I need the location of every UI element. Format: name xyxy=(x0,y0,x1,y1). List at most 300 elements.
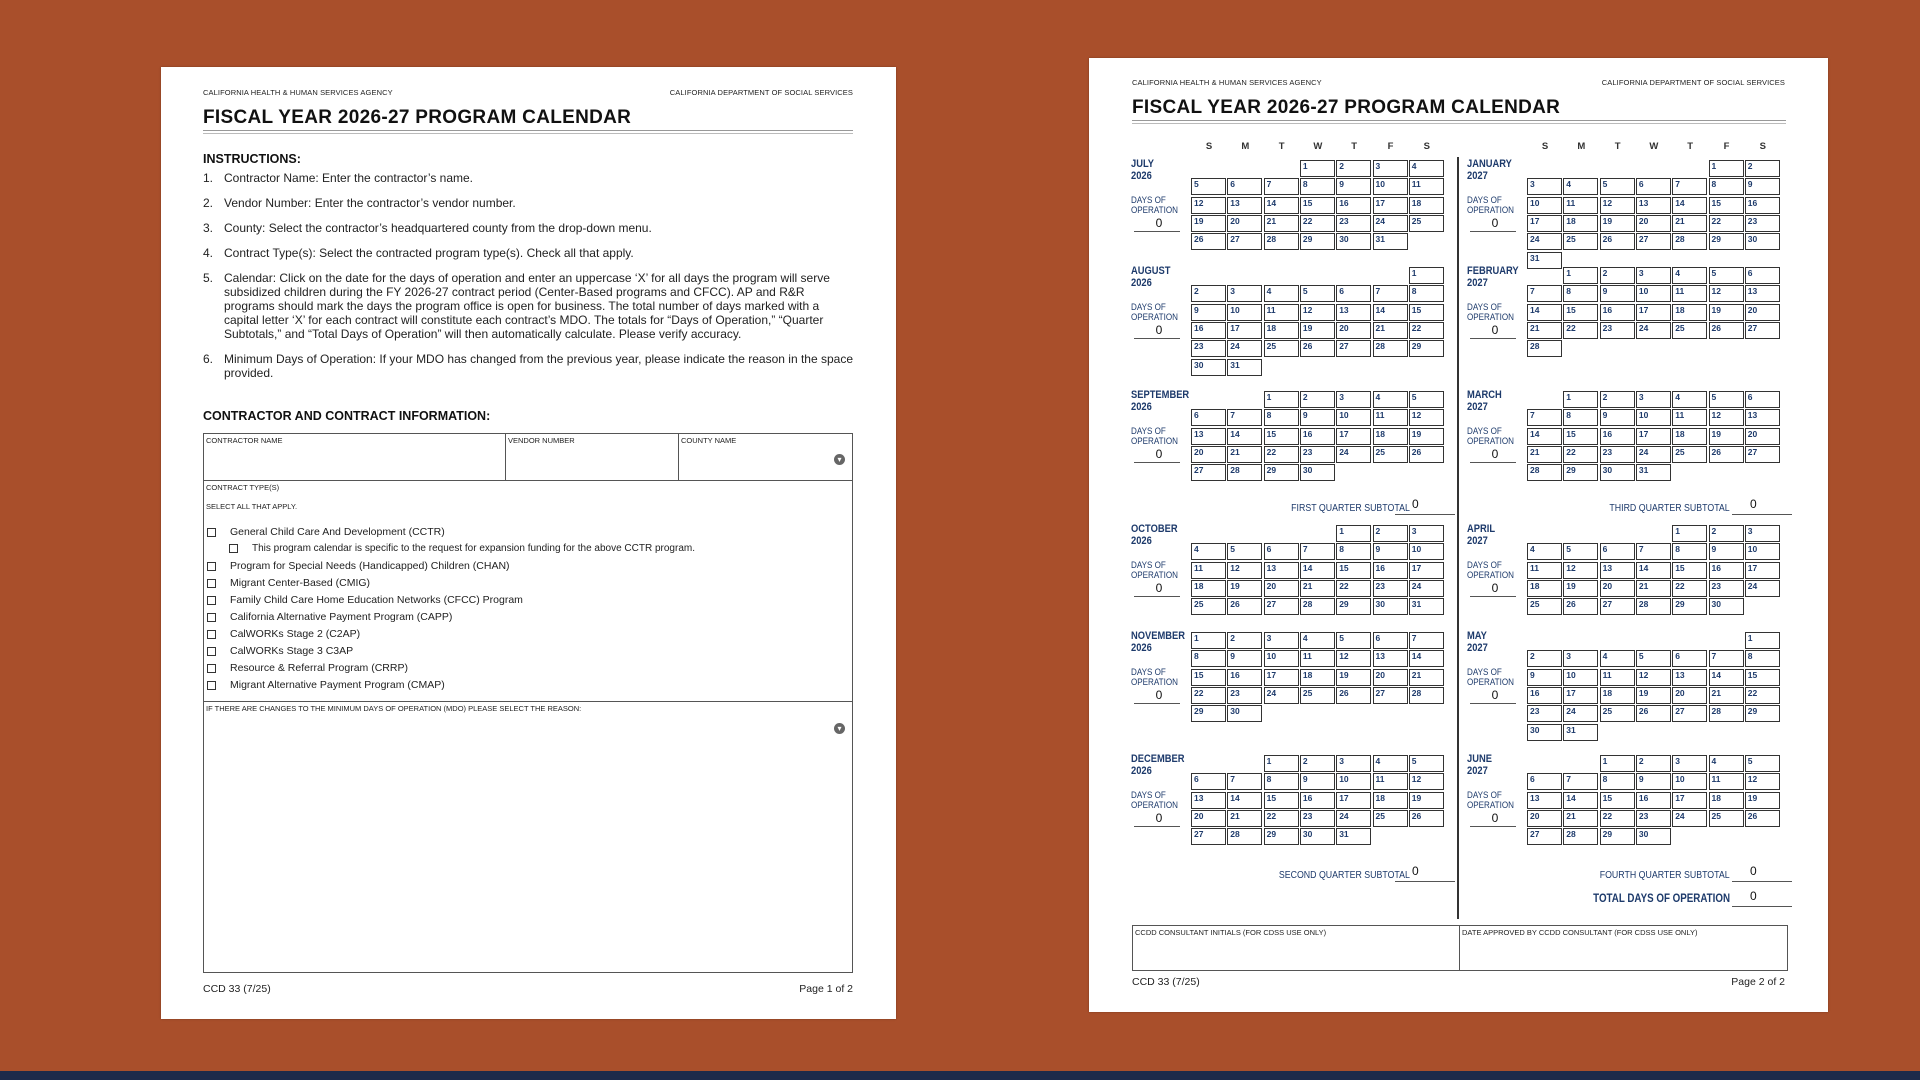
calendar-day-cell[interactable]: 8 xyxy=(1563,285,1598,302)
calendar-day-cell[interactable]: 1 xyxy=(1600,755,1635,772)
calendar-day-cell[interactable]: 14 xyxy=(1672,197,1707,214)
calendar-day-cell[interactable]: 4 xyxy=(1191,543,1226,560)
checkbox[interactable] xyxy=(207,630,216,639)
checkbox[interactable] xyxy=(207,664,216,673)
calendar-day-cell[interactable]: 24 xyxy=(1264,687,1299,704)
calendar-day-cell[interactable]: 21 xyxy=(1227,810,1262,827)
calendar-day-cell[interactable]: 14 xyxy=(1709,669,1744,686)
calendar-day-cell[interactable]: 30 xyxy=(1600,464,1635,481)
calendar-day-cell[interactable]: 9 xyxy=(1300,409,1335,426)
calendar-day-cell[interactable]: 5 xyxy=(1336,632,1371,649)
calendar-day-cell[interactable]: 9 xyxy=(1227,650,1262,667)
calendar-day-cell[interactable]: 15 xyxy=(1264,428,1299,445)
calendar-day-cell[interactable]: 4 xyxy=(1672,391,1707,408)
calendar-day-cell[interactable]: 6 xyxy=(1745,267,1780,284)
calendar-day-cell[interactable]: 24 xyxy=(1563,705,1598,722)
calendar-day-cell[interactable]: 25 xyxy=(1563,233,1598,250)
calendar-day-cell[interactable]: 2 xyxy=(1336,160,1371,177)
calendar-day-cell[interactable]: 1 xyxy=(1336,525,1371,542)
calendar-day-cell[interactable]: 27 xyxy=(1264,598,1299,615)
calendar-day-cell[interactable]: 12 xyxy=(1636,669,1671,686)
calendar-day-cell[interactable]: 16 xyxy=(1227,669,1262,686)
calendar-day-cell[interactable]: 19 xyxy=(1709,304,1744,321)
calendar-day-cell[interactable]: 25 xyxy=(1373,810,1408,827)
calendar-day-cell[interactable]: 20 xyxy=(1527,810,1562,827)
calendar-day-cell[interactable]: 5 xyxy=(1300,285,1335,302)
calendar-day-cell[interactable]: 2 xyxy=(1191,285,1226,302)
calendar-day-cell[interactable]: 5 xyxy=(1600,178,1635,195)
calendar-day-cell[interactable]: 18 xyxy=(1191,580,1226,597)
calendar-day-cell[interactable]: 3 xyxy=(1409,525,1444,542)
calendar-day-cell[interactable]: 11 xyxy=(1373,409,1408,426)
calendar-day-cell[interactable]: 26 xyxy=(1563,598,1598,615)
calendar-day-cell[interactable]: 12 xyxy=(1191,197,1226,214)
calendar-day-cell[interactable]: 3 xyxy=(1373,160,1408,177)
calendar-day-cell[interactable]: 5 xyxy=(1409,391,1444,408)
calendar-day-cell[interactable]: 26 xyxy=(1709,446,1744,463)
contract-type-option[interactable] xyxy=(207,628,360,640)
calendar-day-cell[interactable]: 23 xyxy=(1227,687,1262,704)
calendar-day-cell[interactable]: 1 xyxy=(1563,391,1598,408)
calendar-day-cell[interactable]: 16 xyxy=(1709,562,1744,579)
calendar-day-cell[interactable]: 28 xyxy=(1373,340,1408,357)
contract-type-option[interactable] xyxy=(229,543,695,554)
calendar-day-cell[interactable]: 13 xyxy=(1373,650,1408,667)
calendar-day-cell[interactable]: 3 xyxy=(1636,391,1671,408)
calendar-day-cell[interactable]: 19 xyxy=(1336,669,1371,686)
calendar-day-cell[interactable]: 4 xyxy=(1373,391,1408,408)
calendar-day-cell[interactable]: 31 xyxy=(1227,359,1262,376)
calendar-day-cell[interactable]: 13 xyxy=(1336,304,1371,321)
calendar-day-cell[interactable]: 12 xyxy=(1409,773,1444,790)
calendar-day-cell[interactable]: 26 xyxy=(1300,340,1335,357)
calendar-day-cell[interactable]: 2 xyxy=(1636,755,1671,772)
calendar-day-cell[interactable]: 31 xyxy=(1336,828,1371,845)
calendar-day-cell[interactable]: 27 xyxy=(1600,598,1635,615)
calendar-day-cell[interactable]: 30 xyxy=(1636,828,1671,845)
calendar-day-cell[interactable]: 12 xyxy=(1409,409,1444,426)
calendar-day-cell[interactable]: 25 xyxy=(1373,446,1408,463)
calendar-day-cell[interactable]: 26 xyxy=(1709,322,1744,339)
calendar-day-cell[interactable]: 17 xyxy=(1672,792,1707,809)
calendar-day-cell[interactable]: 23 xyxy=(1373,580,1408,597)
calendar-day-cell[interactable]: 29 xyxy=(1672,598,1707,615)
contract-type-option[interactable] xyxy=(207,577,370,589)
calendar-day-cell[interactable]: 25 xyxy=(1191,598,1226,615)
calendar-day-cell[interactable]: 12 xyxy=(1745,773,1780,790)
calendar-day-cell[interactable]: 12 xyxy=(1300,304,1335,321)
calendar-day-cell[interactable]: 17 xyxy=(1745,562,1780,579)
calendar-day-cell[interactable]: 5 xyxy=(1745,755,1780,772)
calendar-day-cell[interactable]: 20 xyxy=(1336,322,1371,339)
calendar-day-cell[interactable]: 21 xyxy=(1527,446,1562,463)
calendar-day-cell[interactable]: 29 xyxy=(1300,233,1335,250)
checkbox[interactable] xyxy=(207,613,216,622)
calendar-day-cell[interactable]: 6 xyxy=(1336,285,1371,302)
contract-type-option[interactable] xyxy=(207,679,445,691)
calendar-day-cell[interactable]: 20 xyxy=(1745,304,1780,321)
calendar-day-cell[interactable]: 20 xyxy=(1227,215,1262,232)
calendar-day-cell[interactable]: 23 xyxy=(1636,810,1671,827)
calendar-day-cell[interactable]: 1 xyxy=(1264,391,1299,408)
calendar-day-cell[interactable]: 21 xyxy=(1672,215,1707,232)
calendar-day-cell[interactable]: 22 xyxy=(1300,215,1335,232)
calendar-day-cell[interactable]: 30 xyxy=(1745,233,1780,250)
calendar-day-cell[interactable]: 30 xyxy=(1373,598,1408,615)
calendar-day-cell[interactable]: 13 xyxy=(1745,285,1780,302)
calendar-day-cell[interactable]: 30 xyxy=(1191,359,1226,376)
calendar-day-cell[interactable]: 9 xyxy=(1636,773,1671,790)
calendar-day-cell[interactable]: 29 xyxy=(1264,828,1299,845)
calendar-day-cell[interactable]: 30 xyxy=(1527,724,1562,741)
calendar-day-cell[interactable]: 19 xyxy=(1191,215,1226,232)
calendar-day-cell[interactable]: 10 xyxy=(1227,304,1262,321)
calendar-day-cell[interactable]: 11 xyxy=(1373,773,1408,790)
calendar-day-cell[interactable]: 8 xyxy=(1672,543,1707,560)
calendar-day-cell[interactable]: 24 xyxy=(1336,446,1371,463)
calendar-day-cell[interactable]: 17 xyxy=(1336,428,1371,445)
calendar-day-cell[interactable]: 9 xyxy=(1527,669,1562,686)
calendar-day-cell[interactable]: 8 xyxy=(1336,543,1371,560)
calendar-day-cell[interactable]: 26 xyxy=(1191,233,1226,250)
contract-type-option[interactable] xyxy=(207,662,408,674)
calendar-day-cell[interactable]: 30 xyxy=(1300,828,1335,845)
calendar-day-cell[interactable]: 28 xyxy=(1409,687,1444,704)
calendar-day-cell[interactable]: 27 xyxy=(1191,464,1226,481)
calendar-day-cell[interactable]: 6 xyxy=(1600,543,1635,560)
checkbox[interactable] xyxy=(229,544,238,553)
calendar-day-cell[interactable]: 15 xyxy=(1672,562,1707,579)
calendar-day-cell[interactable]: 6 xyxy=(1745,391,1780,408)
calendar-day-cell[interactable]: 13 xyxy=(1527,792,1562,809)
calendar-day-cell[interactable]: 2 xyxy=(1745,160,1780,177)
calendar-day-cell[interactable]: 11 xyxy=(1191,562,1226,579)
calendar-day-cell[interactable]: 10 xyxy=(1745,543,1780,560)
calendar-day-cell[interactable]: 31 xyxy=(1527,252,1562,269)
calendar-day-cell[interactable]: 7 xyxy=(1227,409,1262,426)
calendar-day-cell[interactable]: 22 xyxy=(1563,322,1598,339)
calendar-day-cell[interactable]: 10 xyxy=(1336,409,1371,426)
calendar-day-cell[interactable]: 29 xyxy=(1563,464,1598,481)
calendar-day-cell[interactable]: 23 xyxy=(1709,580,1744,597)
calendar-day-cell[interactable]: 30 xyxy=(1709,598,1744,615)
calendar-day-cell[interactable]: 26 xyxy=(1745,810,1780,827)
calendar-day-cell[interactable]: 11 xyxy=(1563,197,1598,214)
calendar-day-cell[interactable]: 28 xyxy=(1227,464,1262,481)
calendar-day-cell[interactable]: 16 xyxy=(1636,792,1671,809)
calendar-day-cell[interactable]: 9 xyxy=(1300,773,1335,790)
calendar-day-cell[interactable]: 24 xyxy=(1636,322,1671,339)
calendar-day-cell[interactable]: 21 xyxy=(1409,669,1444,686)
mdo-reason-dropdown[interactable] xyxy=(204,702,852,972)
calendar-day-cell[interactable]: 27 xyxy=(1636,233,1671,250)
calendar-day-cell[interactable]: 31 xyxy=(1373,233,1408,250)
calendar-day-cell[interactable]: 14 xyxy=(1227,792,1262,809)
calendar-day-cell[interactable]: 15 xyxy=(1191,669,1226,686)
calendar-day-cell[interactable]: 27 xyxy=(1672,705,1707,722)
calendar-day-cell[interactable]: 1 xyxy=(1409,267,1444,284)
calendar-day-cell[interactable]: 9 xyxy=(1600,285,1635,302)
calendar-day-cell[interactable]: 7 xyxy=(1672,178,1707,195)
calendar-day-cell[interactable]: 2 xyxy=(1227,632,1262,649)
calendar-day-cell[interactable]: 17 xyxy=(1527,215,1562,232)
calendar-day-cell[interactable]: 14 xyxy=(1227,428,1262,445)
checkbox[interactable] xyxy=(207,596,216,605)
contract-type-option[interactable] xyxy=(207,594,523,606)
calendar-day-cell[interactable]: 17 xyxy=(1373,197,1408,214)
calendar-day-cell[interactable]: 15 xyxy=(1600,792,1635,809)
calendar-day-cell[interactable]: 18 xyxy=(1709,792,1744,809)
contract-type-option[interactable] xyxy=(207,611,452,623)
calendar-day-cell[interactable]: 17 xyxy=(1336,792,1371,809)
calendar-day-cell[interactable]: 28 xyxy=(1264,233,1299,250)
contract-type-option[interactable] xyxy=(207,645,353,657)
calendar-day-cell[interactable]: 4 xyxy=(1563,178,1598,195)
calendar-day-cell[interactable]: 31 xyxy=(1563,724,1598,741)
calendar-day-cell[interactable]: 10 xyxy=(1672,773,1707,790)
calendar-day-cell[interactable]: 25 xyxy=(1672,446,1707,463)
checkbox[interactable] xyxy=(207,579,216,588)
calendar-day-cell[interactable]: 11 xyxy=(1527,562,1562,579)
calendar-day-cell[interactable]: 3 xyxy=(1563,650,1598,667)
calendar-day-cell[interactable]: 11 xyxy=(1672,409,1707,426)
calendar-day-cell[interactable]: 20 xyxy=(1745,428,1780,445)
calendar-day-cell[interactable]: 22 xyxy=(1264,810,1299,827)
calendar-day-cell[interactable]: 13 xyxy=(1636,197,1671,214)
calendar-day-cell[interactable]: 3 xyxy=(1264,632,1299,649)
calendar-day-cell[interactable]: 23 xyxy=(1300,446,1335,463)
calendar-day-cell[interactable]: 16 xyxy=(1300,792,1335,809)
calendar-day-cell[interactable]: 15 xyxy=(1563,428,1598,445)
calendar-day-cell[interactable]: 11 xyxy=(1709,773,1744,790)
calendar-day-cell[interactable]: 9 xyxy=(1336,178,1371,195)
calendar-day-cell[interactable]: 4 xyxy=(1264,285,1299,302)
calendar-day-cell[interactable]: 22 xyxy=(1600,810,1635,827)
calendar-day-cell[interactable]: 20 xyxy=(1191,810,1226,827)
calendar-day-cell[interactable]: 14 xyxy=(1373,304,1408,321)
calendar-day-cell[interactable]: 18 xyxy=(1563,215,1598,232)
calendar-day-cell[interactable]: 1 xyxy=(1300,160,1335,177)
calendar-day-cell[interactable]: 19 xyxy=(1409,428,1444,445)
calendar-day-cell[interactable]: 20 xyxy=(1672,687,1707,704)
calendar-day-cell[interactable]: 10 xyxy=(1336,773,1371,790)
checkbox[interactable] xyxy=(207,647,216,656)
calendar-day-cell[interactable]: 5 xyxy=(1636,650,1671,667)
calendar-day-cell[interactable]: 2 xyxy=(1709,525,1744,542)
calendar-day-cell[interactable]: 19 xyxy=(1563,580,1598,597)
calendar-day-cell[interactable]: 10 xyxy=(1264,650,1299,667)
calendar-day-cell[interactable]: 23 xyxy=(1300,810,1335,827)
calendar-day-cell[interactable]: 19 xyxy=(1300,322,1335,339)
calendar-day-cell[interactable]: 23 xyxy=(1600,446,1635,463)
calendar-day-cell[interactable]: 28 xyxy=(1709,705,1744,722)
calendar-day-cell[interactable]: 21 xyxy=(1227,446,1262,463)
contractor-name-field[interactable] xyxy=(204,434,504,480)
calendar-day-cell[interactable]: 25 xyxy=(1264,340,1299,357)
calendar-day-cell[interactable]: 23 xyxy=(1600,322,1635,339)
calendar-day-cell[interactable]: 6 xyxy=(1191,409,1226,426)
calendar-day-cell[interactable]: 17 xyxy=(1227,322,1262,339)
calendar-day-cell[interactable]: 12 xyxy=(1227,562,1262,579)
calendar-day-cell[interactable]: 22 xyxy=(1745,687,1780,704)
calendar-day-cell[interactable]: 3 xyxy=(1636,267,1671,284)
calendar-day-cell[interactable]: 8 xyxy=(1264,773,1299,790)
calendar-day-cell[interactable]: 7 xyxy=(1709,650,1744,667)
calendar-day-cell[interactable]: 14 xyxy=(1563,792,1598,809)
calendar-day-cell[interactable]: 10 xyxy=(1409,543,1444,560)
calendar-day-cell[interactable]: 13 xyxy=(1745,409,1780,426)
calendar-day-cell[interactable]: 28 xyxy=(1636,598,1671,615)
calendar-day-cell[interactable]: 21 xyxy=(1636,580,1671,597)
calendar-day-cell[interactable]: 7 xyxy=(1636,543,1671,560)
county-dropdown[interactable] xyxy=(680,434,852,480)
contract-type-option[interactable] xyxy=(207,560,510,572)
calendar-day-cell[interactable]: 25 xyxy=(1409,215,1444,232)
calendar-day-cell[interactable]: 10 xyxy=(1636,409,1671,426)
calendar-day-cell[interactable]: 19 xyxy=(1636,687,1671,704)
calendar-day-cell[interactable]: 6 xyxy=(1672,650,1707,667)
calendar-day-cell[interactable]: 25 xyxy=(1600,705,1635,722)
calendar-day-cell[interactable]: 25 xyxy=(1709,810,1744,827)
calendar-day-cell[interactable]: 6 xyxy=(1636,178,1671,195)
calendar-day-cell[interactable]: 28 xyxy=(1527,464,1562,481)
calendar-day-cell[interactable]: 4 xyxy=(1300,632,1335,649)
calendar-day-cell[interactable]: 31 xyxy=(1636,464,1671,481)
calendar-day-cell[interactable]: 17 xyxy=(1636,304,1671,321)
calendar-day-cell[interactable]: 7 xyxy=(1264,178,1299,195)
calendar-day-cell[interactable]: 26 xyxy=(1636,705,1671,722)
calendar-day-cell[interactable]: 26 xyxy=(1336,687,1371,704)
calendar-day-cell[interactable]: 24 xyxy=(1527,233,1562,250)
calendar-day-cell[interactable]: 11 xyxy=(1600,669,1635,686)
calendar-day-cell[interactable]: 22 xyxy=(1672,580,1707,597)
checkbox[interactable] xyxy=(207,562,216,571)
calendar-day-cell[interactable]: 13 xyxy=(1672,669,1707,686)
calendar-day-cell[interactable]: 19 xyxy=(1227,580,1262,597)
calendar-day-cell[interactable]: 7 xyxy=(1409,632,1444,649)
calendar-day-cell[interactable]: 7 xyxy=(1373,285,1408,302)
calendar-day-cell[interactable]: 15 xyxy=(1264,792,1299,809)
calendar-day-cell[interactable]: 16 xyxy=(1527,687,1562,704)
calendar-day-cell[interactable]: 15 xyxy=(1300,197,1335,214)
calendar-day-cell[interactable]: 11 xyxy=(1300,650,1335,667)
calendar-day-cell[interactable]: 22 xyxy=(1709,215,1744,232)
calendar-day-cell[interactable]: 29 xyxy=(1745,705,1780,722)
calendar-day-cell[interactable]: 12 xyxy=(1563,562,1598,579)
calendar-day-cell[interactable]: 5 xyxy=(1191,178,1226,195)
calendar-day-cell[interactable]: 3 xyxy=(1527,178,1562,195)
calendar-day-cell[interactable]: 8 xyxy=(1563,409,1598,426)
calendar-day-cell[interactable]: 20 xyxy=(1191,446,1226,463)
calendar-day-cell[interactable]: 8 xyxy=(1264,409,1299,426)
calendar-day-cell[interactable]: 6 xyxy=(1373,632,1408,649)
calendar-day-cell[interactable]: 24 xyxy=(1227,340,1262,357)
calendar-day-cell[interactable]: 26 xyxy=(1227,598,1262,615)
calendar-day-cell[interactable]: 29 xyxy=(1600,828,1635,845)
calendar-day-cell[interactable]: 6 xyxy=(1527,773,1562,790)
calendar-day-cell[interactable]: 3 xyxy=(1336,391,1371,408)
calendar-day-cell[interactable]: 21 xyxy=(1527,322,1562,339)
calendar-day-cell[interactable]: 1 xyxy=(1191,632,1226,649)
calendar-day-cell[interactable]: 24 xyxy=(1409,580,1444,597)
calendar-day-cell[interactable]: 16 xyxy=(1600,428,1635,445)
calendar-day-cell[interactable]: 2 xyxy=(1600,267,1635,284)
calendar-day-cell[interactable]: 13 xyxy=(1191,428,1226,445)
calendar-day-cell[interactable]: 28 xyxy=(1527,340,1562,357)
calendar-day-cell[interactable]: 23 xyxy=(1527,705,1562,722)
calendar-day-cell[interactable]: 15 xyxy=(1563,304,1598,321)
calendar-day-cell[interactable]: 3 xyxy=(1227,285,1262,302)
calendar-day-cell[interactable]: 18 xyxy=(1409,197,1444,214)
calendar-day-cell[interactable]: 1 xyxy=(1672,525,1707,542)
calendar-day-cell[interactable]: 29 xyxy=(1191,705,1226,722)
calendar-day-cell[interactable]: 5 xyxy=(1709,267,1744,284)
calendar-day-cell[interactable]: 21 xyxy=(1264,215,1299,232)
calendar-day-cell[interactable]: 27 xyxy=(1745,322,1780,339)
calendar-day-cell[interactable]: 28 xyxy=(1227,828,1262,845)
calendar-day-cell[interactable]: 28 xyxy=(1300,598,1335,615)
calendar-day-cell[interactable]: 3 xyxy=(1745,525,1780,542)
calendar-day-cell[interactable]: 14 xyxy=(1527,428,1562,445)
calendar-day-cell[interactable]: 3 xyxy=(1336,755,1371,772)
contract-type-option[interactable] xyxy=(207,526,445,538)
calendar-day-cell[interactable]: 10 xyxy=(1527,197,1562,214)
calendar-day-cell[interactable]: 5 xyxy=(1409,755,1444,772)
calendar-day-cell[interactable]: 1 xyxy=(1563,267,1598,284)
calendar-day-cell[interactable]: 29 xyxy=(1709,233,1744,250)
calendar-day-cell[interactable]: 23 xyxy=(1745,215,1780,232)
checkbox[interactable] xyxy=(207,528,216,537)
calendar-day-cell[interactable]: 13 xyxy=(1600,562,1635,579)
calendar-day-cell[interactable]: 9 xyxy=(1600,409,1635,426)
calendar-day-cell[interactable]: 7 xyxy=(1227,773,1262,790)
calendar-day-cell[interactable]: 12 xyxy=(1709,409,1744,426)
calendar-day-cell[interactable]: 29 xyxy=(1264,464,1299,481)
calendar-day-cell[interactable]: 15 xyxy=(1745,669,1780,686)
calendar-day-cell[interactable]: 6 xyxy=(1227,178,1262,195)
calendar-day-cell[interactable]: 18 xyxy=(1264,322,1299,339)
calendar-day-cell[interactable]: 23 xyxy=(1191,340,1226,357)
calendar-day-cell[interactable]: 7 xyxy=(1300,543,1335,560)
calendar-day-cell[interactable]: 19 xyxy=(1745,792,1780,809)
calendar-day-cell[interactable]: 9 xyxy=(1709,543,1744,560)
calendar-day-cell[interactable]: 22 xyxy=(1336,580,1371,597)
calendar-day-cell[interactable]: 25 xyxy=(1527,598,1562,615)
calendar-day-cell[interactable]: 6 xyxy=(1191,773,1226,790)
calendar-day-cell[interactable]: 16 xyxy=(1191,322,1226,339)
calendar-day-cell[interactable]: 20 xyxy=(1264,580,1299,597)
calendar-day-cell[interactable]: 16 xyxy=(1336,197,1371,214)
calendar-day-cell[interactable]: 11 xyxy=(1409,178,1444,195)
calendar-day-cell[interactable]: 4 xyxy=(1600,650,1635,667)
calendar-day-cell[interactable]: 16 xyxy=(1600,304,1635,321)
calendar-day-cell[interactable]: 14 xyxy=(1636,562,1671,579)
calendar-day-cell[interactable]: 18 xyxy=(1373,792,1408,809)
calendar-day-cell[interactable]: 16 xyxy=(1373,562,1408,579)
calendar-day-cell[interactable]: 4 xyxy=(1373,755,1408,772)
calendar-day-cell[interactable]: 2 xyxy=(1300,391,1335,408)
calendar-day-cell[interactable]: 24 xyxy=(1636,446,1671,463)
calendar-day-cell[interactable]: 17 xyxy=(1264,669,1299,686)
calendar-day-cell[interactable]: 28 xyxy=(1563,828,1598,845)
calendar-day-cell[interactable]: 22 xyxy=(1264,446,1299,463)
calendar-day-cell[interactable]: 19 xyxy=(1409,792,1444,809)
calendar-day-cell[interactable]: 12 xyxy=(1336,650,1371,667)
calendar-day-cell[interactable]: 28 xyxy=(1672,233,1707,250)
calendar-day-cell[interactable]: 2 xyxy=(1300,755,1335,772)
checkbox[interactable] xyxy=(207,681,216,690)
calendar-day-cell[interactable]: 10 xyxy=(1636,285,1671,302)
